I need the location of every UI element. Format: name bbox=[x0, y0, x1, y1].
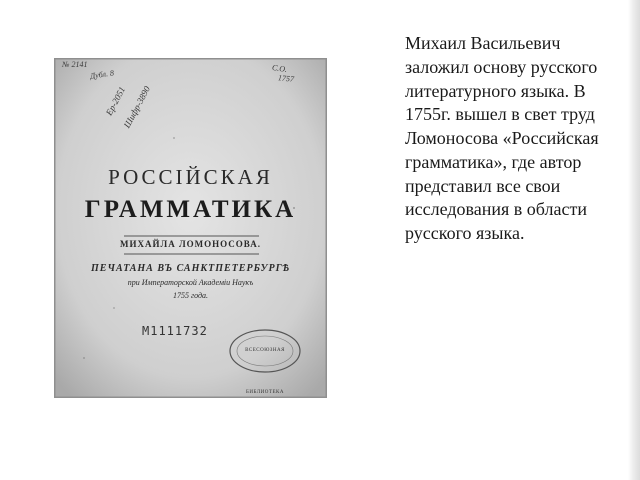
handwritten-note: С.О. bbox=[271, 62, 288, 75]
book-author: МИХАЙЛА ЛОМОНОСОВА. bbox=[120, 239, 261, 249]
book-title-page-photo bbox=[54, 58, 327, 398]
inventory-number: М1111732 bbox=[142, 324, 208, 338]
book-imprint-line1: ПЕЧАТАНА ВЪ САНКТПЕТЕРБУРГѢ bbox=[91, 263, 290, 274]
book-title-line1: РОССІЙСКАЯ bbox=[108, 165, 273, 189]
slide-caption-text: Михаил Васильевич заложил основу русского литературного языка. В 1755г. вышел в свет труд Ломоносова «Российская грамматика», где автор представил все свои исследования в области русского языка. bbox=[405, 33, 599, 243]
handwritten-note: Ер-2051 bbox=[103, 84, 128, 118]
slide-edge-shadow bbox=[628, 0, 640, 480]
handwritten-note: № 2141 bbox=[62, 60, 88, 69]
book-imprint-line3: 1755 года. bbox=[172, 291, 209, 300]
handwritten-note: Шифр-3890 bbox=[121, 84, 153, 130]
book-title-line2: ГРАММАТИКА bbox=[84, 196, 297, 223]
book-imprint-line2: при Императорской Академіи Наукъ bbox=[127, 278, 254, 287]
handwritten-note: Дубл. 8 bbox=[89, 68, 115, 81]
handwritten-note: 1757 bbox=[277, 73, 295, 84]
library-stamp: ВСЕСОЮЗНАЯ БИБЛИОТЕКА bbox=[245, 348, 285, 395]
